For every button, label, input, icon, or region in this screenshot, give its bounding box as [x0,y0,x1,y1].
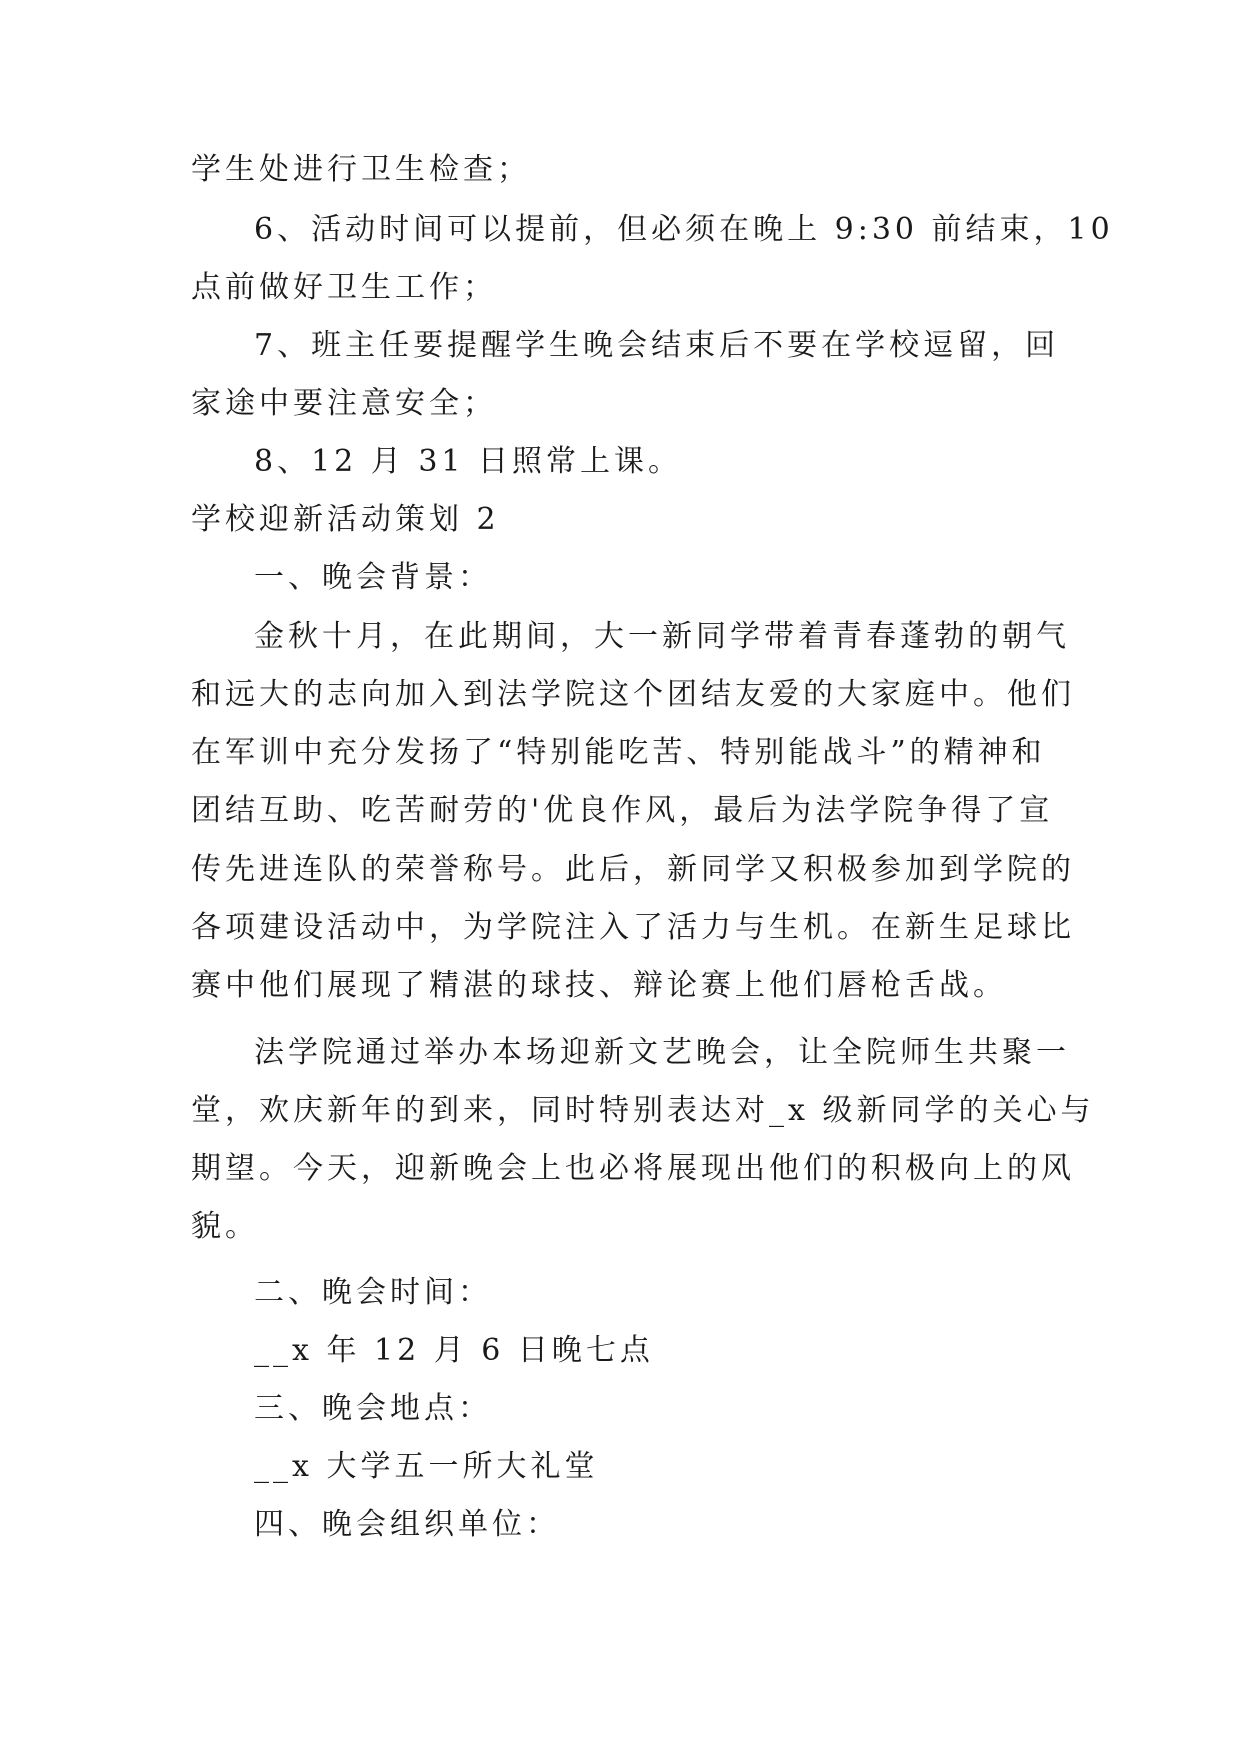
paragraph-line: 金秋十月，在此期间，大一新同学带着青春蓬勃的朝气 [254,619,1070,654]
paragraph-line: 传先进连队的荣誉称号。此后，新同学又积极参加到学院的 [191,852,1075,887]
subsection-heading-background: 一、晚会背景： [254,560,492,595]
paragraph-line: 貌。 [191,1209,259,1244]
paragraph-line: 法学院通过举办本场迎新文艺晚会，让全院师生共聚一 [254,1035,1070,1070]
paragraph-line: 赛中他们展现了精湛的球技、辩论赛上他们唇枪舌战。 [191,968,1007,1003]
paragraph-line: 各项建设活动中，为学院注入了活力与生机。在新生足球比 [191,910,1075,945]
list-item-7: 7、班主任要提醒学生晚会结束后不要在学校逗留，回 [254,328,1060,363]
paragraph-line: 期望。今天，迎新晚会上也必将展现出他们的积极向上的风 [191,1151,1075,1186]
event-time: __x 年 12 月 6 日晚七点 [254,1333,654,1368]
text-line: 学生处进行卫生检查； [191,152,531,187]
list-item-6: 6、活动时间可以提前，但必须在晚上 9:30 前结束，10 [254,212,1114,247]
paragraph-line: 和远大的志向加入到法学院这个团结友爱的大家庭中。他们 [191,677,1075,712]
subsection-heading-time: 二、晚会时间： [254,1275,492,1310]
text-line: 家途中要注意安全； [191,386,497,421]
paragraph-line: 在军训中充分发扬了“特别能吃苦、特别能战斗”的精神和 [191,735,1046,770]
section-heading: 学校迎新活动策划 2 [191,502,500,537]
event-venue: __x 大学五一所大礼堂 [254,1449,599,1484]
paragraph-line: 团结互助、吃苦耐劳的'优良作风，最后为法学院争得了宣 [191,793,1054,828]
text-line: 点前做好卫生工作； [191,270,497,305]
subsection-heading-organizer: 四、晚会组织单位： [254,1507,560,1542]
list-item-8: 8、12 月 31 日照常上课。 [254,444,683,479]
paragraph-line: 堂，欢庆新年的到来，同时特别表达对_x 级新同学的关心与 [191,1093,1095,1128]
subsection-heading-venue: 三、晚会地点： [254,1391,492,1426]
